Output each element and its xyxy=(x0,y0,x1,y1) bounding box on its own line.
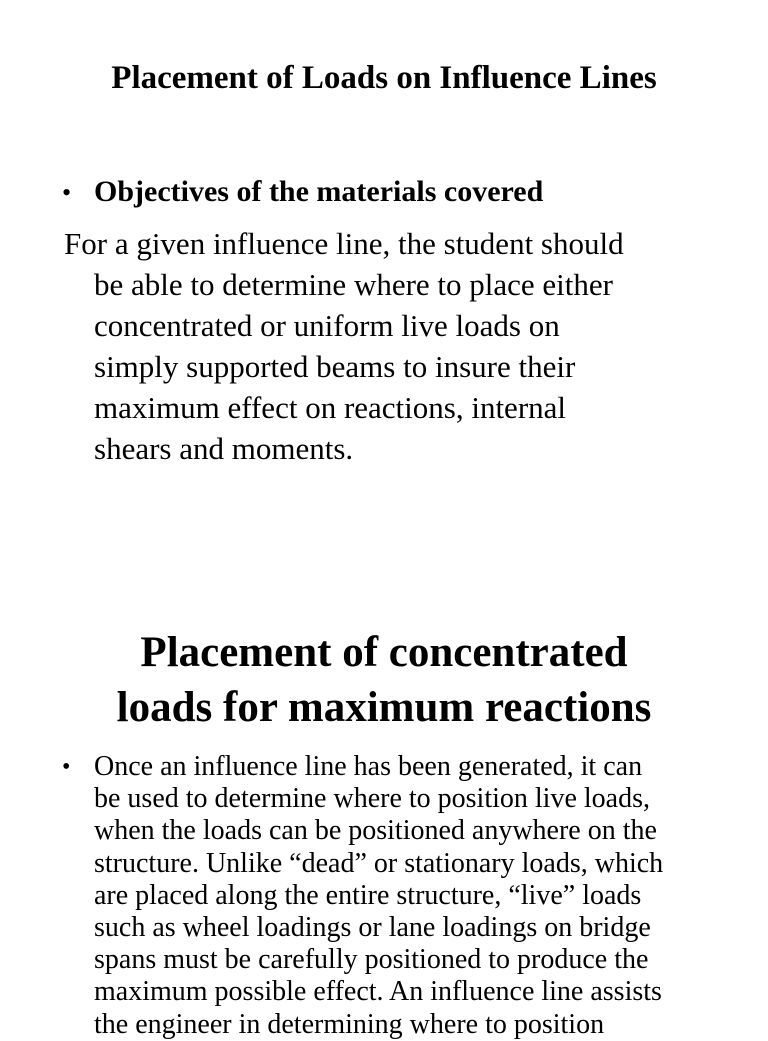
paragraph-line: concentrated or uniform live loads on xyxy=(94,308,560,343)
bullet-line: structure. Unlike “dead” or stationary loads, which xyxy=(94,847,664,879)
paragraph-line: maximum effect on reactions, internal xyxy=(94,390,567,425)
paragraph-line: simply supported beams to insure their xyxy=(94,349,576,384)
slide-2-title xyxy=(0,625,768,735)
bullet-icon: • xyxy=(62,754,71,780)
paragraph-line: be able to determine where to place either xyxy=(94,267,613,302)
bullet-icon: • xyxy=(62,178,72,207)
objectives-heading: Objectives of the materials covered xyxy=(94,175,544,208)
bullet-line: spans must be carefully positioned to produce the xyxy=(94,944,649,976)
bullet-line: such as wheel loadings or lane loadings on bridge xyxy=(94,912,651,944)
title-line: Placement of concentrated xyxy=(140,629,628,676)
bullet-line: maximum possible effect. An influence line assists xyxy=(94,976,662,1008)
bullet-line: the engineer in determining where to position xyxy=(94,1008,605,1040)
paragraph-line: shears and moments. xyxy=(94,431,354,466)
objectives-paragraph xyxy=(64,223,714,469)
slide-2 xyxy=(0,560,768,1040)
title-line: loads for maximum reactions xyxy=(116,684,652,731)
slide-1-title: Placement of Loads on Influence Lines xyxy=(111,60,657,96)
paragraph-line: For a given influence line, the student should xyxy=(64,226,624,261)
bullet-line: be used to determine where to position live loads, xyxy=(94,783,650,815)
bullet-line: Once an influence line has been generated, it can xyxy=(94,751,643,782)
bullet-line: when the loads can be positioned anywhere on the xyxy=(94,815,657,847)
objectives-bullet xyxy=(62,172,543,213)
bullet-line: are placed along the entire structure, “live” loads xyxy=(94,879,642,911)
bullet-text xyxy=(94,751,744,1041)
